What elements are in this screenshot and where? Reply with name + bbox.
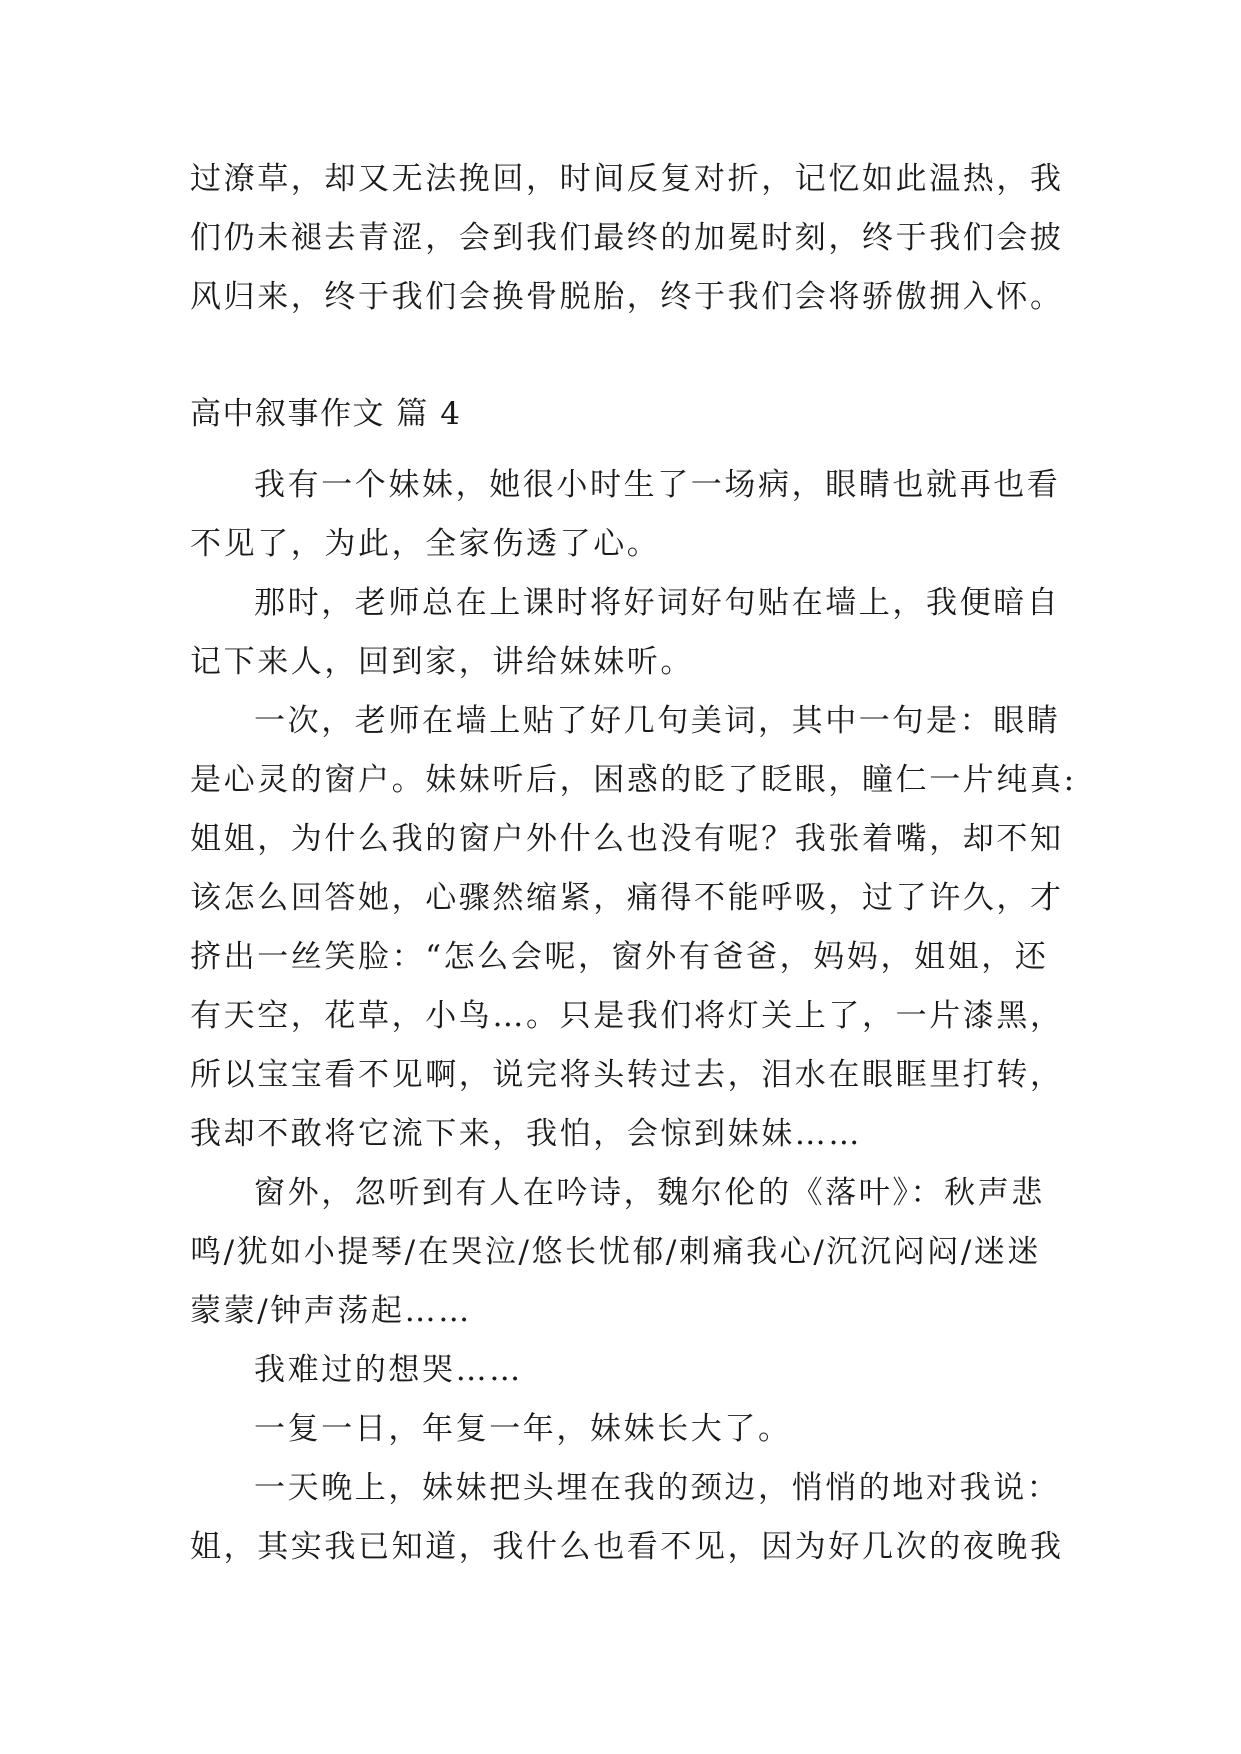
text-line: 不见了，为此，全家伤透了心。 [190, 526, 661, 562]
text-line: 一复一日，年复一年，妹妹长大了。 [254, 1411, 792, 1447]
text-line: 蒙蒙/钟声荡起…… [190, 1293, 472, 1329]
paragraph-3 [190, 692, 1077, 1164]
text-line: 该怎么回答她，心骤然缩紧，痛得不能呼吸，过了许久，才 [190, 880, 1064, 916]
text-line: 一次，老师在墙上贴了好几句美词，其中一句是：眼睛 [254, 703, 1061, 739]
text-line: 有天空，花草，小鸟…。只是我们将灯关上了，一片漆黑， [190, 998, 1064, 1034]
paragraph-4 [190, 1164, 1070, 1341]
text-line: 我难过的想哭…… [254, 1352, 523, 1388]
text-line: 鸣/犹如小提琴/在哭泣/悠长忧郁/刺痛我心/沉沉闷闷/迷迷 [190, 1234, 1042, 1270]
paragraph-1 [190, 456, 1070, 574]
document-page [190, 150, 1077, 1577]
continuation-paragraph [190, 150, 1070, 327]
text-line: 姐姐，为什么我的窗户外什么也没有呢？我张着嘴，却不知 [190, 821, 1064, 857]
text-line: 一天晚上，妹妹把头埋在我的颈边，悄悄的地对我说： [254, 1470, 1061, 1506]
paragraph-7 [190, 1459, 1070, 1577]
text-line: 窗外，忽听到有人在吟诗，魏尔伦的《落叶》：秋声悲 [254, 1175, 1045, 1211]
text-line: 姐，其实我已知道，我什么也看不见，因为好几次的夜晚我 [190, 1529, 1064, 1565]
text-line: 记下来人，回到家，讲给妹妹听。 [190, 644, 694, 680]
text-line: 们仍未褪去青涩，会到我们最终的加冕时刻，终于我们会披 [190, 220, 1064, 256]
text-line: 所以宝宝看不见啊，说完将头转过去，泪水在眼眶里打转， [190, 1057, 1064, 1093]
section-heading: 高中叙事作文 篇 4 [190, 396, 462, 432]
text-line: 那时，老师总在上课时将好词好句贴在墙上，我便暗自 [254, 585, 1061, 621]
paragraph-2 [190, 574, 1070, 692]
text-line: 我却不敢将它流下来，我怕，会惊到妹妹…… [190, 1116, 862, 1152]
paragraph-5 [190, 1341, 1070, 1400]
text-line: 过潦草，却又无法挽回，时间反复对折，记忆如此温热，我 [190, 161, 1064, 197]
text-line: 风归来，终于我们会换骨脱胎，终于我们会将骄傲拥入怀。 [190, 279, 1064, 315]
paragraph-6 [190, 1400, 1070, 1459]
text-line: 挤出一丝笑脸：“怎么会呢，窗外有爸爸，妈妈，姐姐，还 [190, 939, 1049, 975]
text-line: 是心灵的窗户。妹妹听后，困惑的眨了眨眼，瞳仁一片纯真: [190, 762, 1077, 798]
text-line: 我有一个妹妹，她很小时生了一场病，眼睛也就再也看 [254, 467, 1061, 503]
